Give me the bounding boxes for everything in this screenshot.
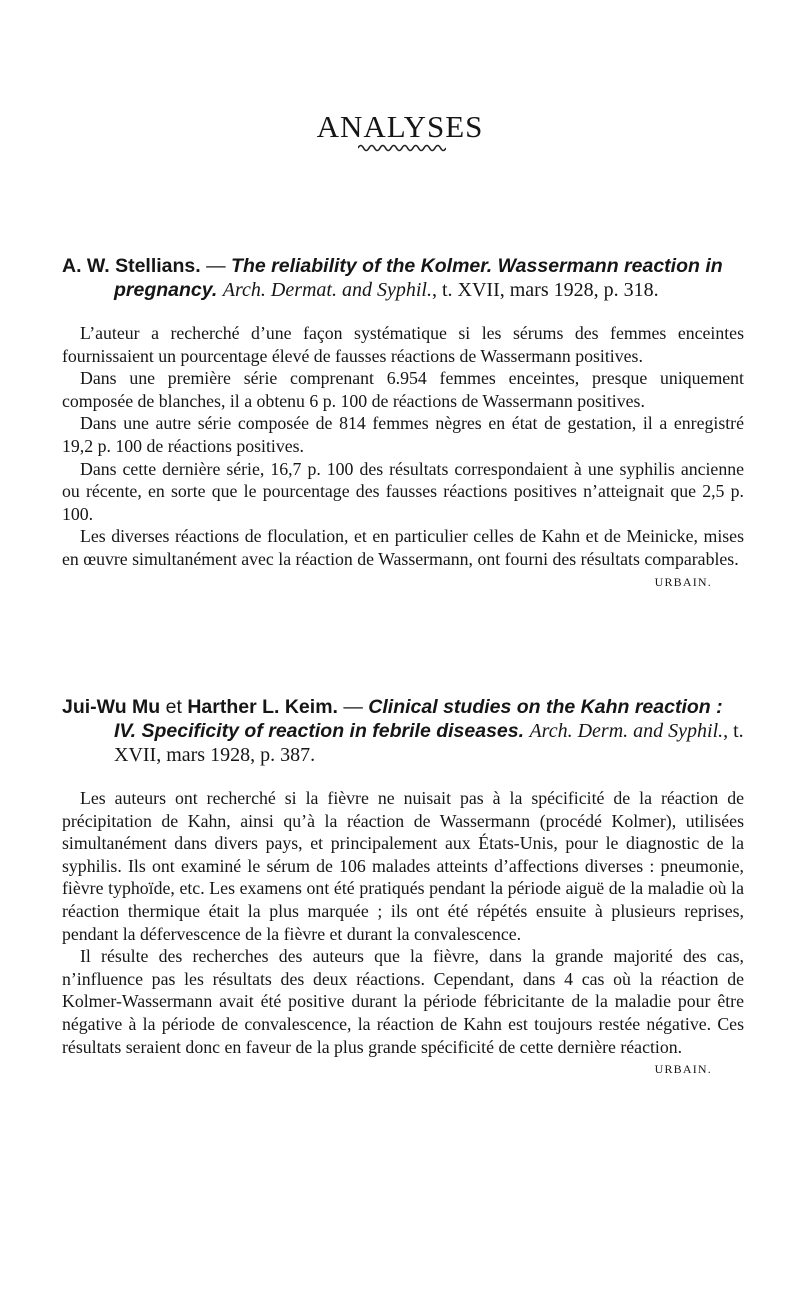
article-1-paragraph-1: L’auteur a recherché d’une façon systématique si les sérums des femmes enceintes fournissaient un pourcentage élevé de fausses réactions de Wassermann positives. — [62, 323, 744, 366]
page-title: ANALYSES — [316, 108, 484, 144]
article-1-heading — [62, 254, 744, 302]
article-2-paragraph-2: Il résulte des recherches des auteurs que la fièvre, dans la grande majorité des cas, n’influence pas les résultats des deux réactions. Cependant, dans 4 cas où la réaction de Kolmer-Wassermann avait été positive durant la période fébricitante de la maladie pour être négative à la période de convalescence, la réaction de Kahn est toujours restée négative. Ces résultats seraient donc en faveur de la plus grande spécificité de cette dernière réaction. URBAIN. — [62, 945, 744, 1058]
article-1-paragraph-5: Les diverses réactions de floculation, et en particulier celles de Kahn et de Meinicke, mises en œuvre simultanément avec la réaction de Wassermann, ont fourni des résultats comparables. URBAIN. — [62, 525, 744, 570]
article-2-reference: , t. XVII, mars 1928, p. 387. — [114, 720, 744, 766]
article-2-author-2: Harther L. Keim. — [187, 696, 338, 718]
article-1-authors: A. W. Stellians. — [62, 255, 201, 277]
article-1-journal: Arch. Dermat. and Syphil. — [222, 279, 432, 301]
article-1-title: The reliability of the Kolmer. Wassermann reaction in pregnancy. — [114, 255, 723, 301]
article-1-body — [62, 322, 744, 589]
article-2-paragraph-1: Les auteurs ont recherché si la fièvre ne nuisait pas à la spécificité de la réaction de précipitation de Kahn, ainsi qu’à la réaction de Wassermann (procédé Kolmer), utilisées simultanément dans divers pays, et principalement aux États-Unis, pour le diagnostic de la syphilis. Ils ont examiné le sérum de 106 malades atteints d’affections diverses : pneumonie, fièvre typhoïde, etc. Les examens ont été pratiqués pendant la période aiguë de la maladie où la réaction thermique était la plus marquée ; ils ont été répétés ensuite à plusieurs reprises, pendant la défervescence de la fièvre et durant la convalescence. — [62, 788, 744, 944]
article-2-author-1: Jui-Wu Mu — [62, 696, 161, 718]
article-2-conjunction: et — [160, 696, 188, 718]
article-1-dash: — — [200, 255, 232, 277]
article-2-title: Clinical studies on the Kahn reaction : IV. Specificity of reaction in febrile diseases. — [114, 696, 723, 742]
article-2-body — [62, 787, 744, 1077]
article-1-reference: , t. XVII, mars 1928, p. 318. — [431, 279, 659, 301]
article-1-paragraph-2: Dans une première série comprenant 6.954 femmes enceintes, presque uniquement composée de blanches, il a obtenu 6 p. 100 de réactions de Wassermann positives. — [62, 368, 744, 411]
article-2-signature: URBAIN. — [654, 1062, 712, 1077]
article-1-signature: URBAIN. — [654, 574, 712, 589]
article-2 — [62, 695, 744, 1081]
article-2-journal: Arch. Derm. and Syphil. — [529, 720, 724, 742]
article-2-heading — [62, 695, 744, 767]
article-1 — [62, 254, 744, 593]
article-1-paragraph-4: Dans cette dernière série, 16,7 p. 100 des résultats correspondaient à une syphilis ancienne ou récente, en sorte que le pourcentage des fausses réactions positives n’atteignait que 2,5 p. 100. — [62, 458, 744, 524]
title-ornament-icon — [358, 142, 446, 154]
article-1-paragraph-3: Dans une autre série composée de 814 femmes nègres en état de gestation, il a enregistré 19,2 p. 100 de réactions positives. — [62, 413, 744, 456]
article-2-dash: — — [337, 696, 369, 718]
